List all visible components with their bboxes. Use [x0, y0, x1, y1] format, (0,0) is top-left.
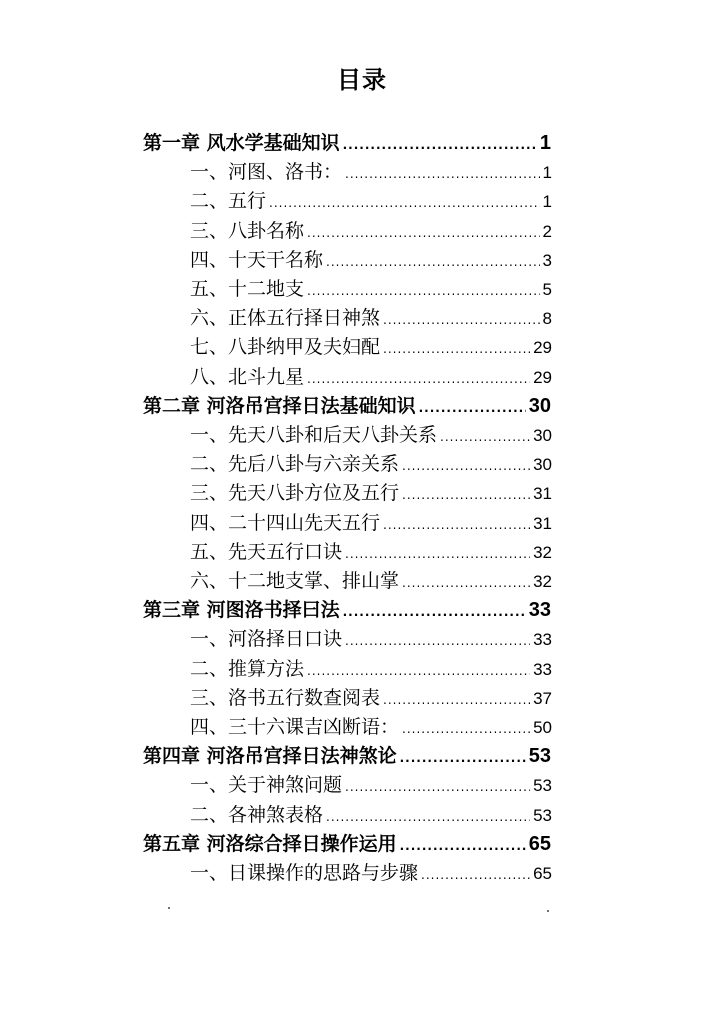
toc-section-entry[interactable]	[190, 363, 552, 392]
toc-entry-label: 三、先天八卦方位及五行	[190, 482, 400, 505]
toc-entry-label: 五、先天五行口诀	[190, 540, 343, 563]
toc-entry-page-number: 3	[542, 250, 552, 270]
dot-leader	[400, 832, 526, 859]
toc-entry-label: 第一章 风水学基础知识	[143, 132, 340, 154]
dot-leader	[402, 452, 530, 479]
toc-entry-page-number: 53	[533, 776, 552, 796]
dot-leader	[440, 423, 530, 450]
toc-entry-page-number: 37	[533, 688, 552, 708]
dot-leader	[402, 569, 530, 596]
toc-section-entry[interactable]	[190, 567, 552, 596]
toc-entry-page-number: 5	[542, 280, 552, 299]
toc-entry-label: 六、正体五行择日神煞	[190, 307, 381, 330]
dot-leader	[345, 773, 530, 800]
toc-section-entry[interactable]	[190, 333, 552, 362]
dot-leader	[343, 131, 537, 158]
scan-speck	[168, 907, 170, 909]
toc-entry-page-number: 29	[533, 338, 552, 358]
toc-entry-label: 六、十二地支掌、排山掌	[190, 570, 400, 592]
toc-entry-label: 五、十二地支	[190, 278, 305, 300]
dot-leader	[400, 744, 526, 771]
dot-leader	[345, 160, 540, 187]
toc-entry-page-number: 32	[533, 542, 552, 562]
toc-entry-page-number: 53	[528, 745, 551, 768]
toc-section-entry[interactable]	[190, 509, 552, 538]
toc-entry-label: 第三章 河图洛书择曰法	[143, 599, 340, 622]
toc-section-entry[interactable]	[190, 187, 552, 216]
toc-section-entry[interactable]	[190, 217, 552, 246]
toc-entry-page-number: 1	[539, 132, 551, 154]
toc-chapter-entry[interactable]	[143, 742, 551, 771]
dot-leader	[269, 189, 540, 216]
dot-leader	[402, 715, 530, 742]
toc-entry-page-number: 53	[533, 805, 552, 825]
dot-leader	[421, 861, 530, 888]
page-title: 目录	[337, 66, 387, 94]
toc-entry-page-number: 65	[533, 864, 552, 883]
dot-leader	[345, 540, 530, 567]
toc-entry-label: 第二章 河洛吊宫择日法基础知识	[143, 394, 416, 417]
toc-entry-page-number: 50	[533, 718, 552, 737]
toc-entry-page-number: 30	[533, 455, 552, 475]
toc-section-entry[interactable]	[190, 304, 552, 333]
toc-entry-page-number: 2	[542, 221, 552, 241]
toc-section-entry[interactable]	[190, 246, 552, 275]
toc-entry-page-number: 1	[542, 163, 552, 183]
toc-entry-label: 三、洛书五行数查阅表	[190, 686, 381, 709]
dot-leader	[307, 657, 530, 684]
toc-section-entry[interactable]	[190, 421, 552, 450]
toc-section-entry[interactable]	[190, 713, 552, 742]
toc-section-entry[interactable]	[190, 801, 552, 830]
toc-entry-label: 三、八卦名称	[190, 219, 305, 242]
toc-entry-label: 一、河图、洛书：	[190, 161, 343, 184]
toc-entry-label: 四、三十六课吉凶断语：	[190, 716, 400, 738]
toc-entry-label: 一、日课操作的思路与步骤	[190, 862, 419, 884]
toc-section-entry[interactable]	[190, 684, 552, 713]
toc-entry-label: 一、河洛择日口诀	[190, 628, 343, 651]
dot-leader	[383, 511, 530, 538]
toc-chapter-entry[interactable]	[143, 129, 551, 158]
dot-leader	[307, 365, 530, 392]
toc-section-entry[interactable]	[190, 625, 552, 654]
toc-entry-label: 一、先天八卦和后天八卦关系	[190, 424, 438, 446]
dot-leader	[343, 598, 526, 625]
toc-entry-label: 二、先后八卦与六亲关系	[190, 453, 400, 476]
toc-section-entry[interactable]	[190, 859, 552, 888]
toc-entry-label: 二、五行	[190, 190, 267, 213]
toc-entry-page-number: 8	[542, 309, 552, 329]
dot-leader	[307, 219, 540, 246]
dot-leader	[326, 803, 530, 830]
toc-entry-page-number: 65	[528, 832, 551, 855]
toc-entry-label: 七、八卦纳甲及夫妇配	[190, 336, 381, 359]
toc-entry-label: 一、关于神煞问题	[190, 774, 343, 797]
toc-section-entry[interactable]	[190, 538, 552, 567]
toc-entry-label: 八、北斗九星	[190, 365, 305, 388]
toc-entry-page-number: 32	[533, 572, 552, 591]
dot-leader	[402, 481, 530, 508]
toc-entry-page-number: 31	[533, 513, 552, 533]
toc-entry-page-number: 33	[528, 599, 551, 622]
toc-section-entry[interactable]	[190, 275, 552, 304]
toc-chapter-entry[interactable]	[143, 392, 551, 421]
toc-entry-page-number: 33	[533, 630, 552, 650]
dot-leader	[326, 248, 540, 275]
toc-entry-page-number: 30	[528, 394, 551, 417]
toc-entry-label: 二、推算方法	[190, 657, 305, 680]
toc-section-entry[interactable]	[190, 158, 552, 187]
toc-entry-page-number: 29	[533, 367, 552, 387]
scan-speck	[547, 910, 549, 912]
dot-leader	[345, 627, 530, 654]
toc-entry-page-number: 31	[533, 484, 552, 504]
dot-leader	[383, 335, 530, 362]
toc-entry-label: 第四章 河洛吊宫择日法神煞论	[143, 745, 397, 768]
toc-chapter-entry[interactable]	[143, 596, 551, 625]
toc-entry-label: 二、各神煞表格	[190, 803, 324, 826]
dot-leader	[419, 394, 526, 421]
toc-section-entry[interactable]	[190, 771, 552, 800]
toc-section-entry[interactable]	[190, 450, 552, 479]
toc-entry-label: 四、二十四山先天五行	[190, 511, 381, 534]
toc-entry-label: 四、十天干名称	[190, 248, 324, 271]
toc-section-entry[interactable]	[190, 479, 552, 508]
dot-leader	[307, 277, 540, 304]
dot-leader	[383, 686, 530, 713]
toc-chapter-entry[interactable]	[143, 830, 551, 859]
toc-entry-page-number: 33	[533, 659, 552, 679]
toc-entry-page-number: 30	[533, 426, 552, 445]
toc-section-entry[interactable]	[190, 655, 552, 684]
dot-leader	[383, 306, 540, 333]
toc-entry-label: 第五章 河洛综合择日操作运用	[143, 832, 397, 855]
toc-entry-page-number: 1	[542, 192, 552, 212]
